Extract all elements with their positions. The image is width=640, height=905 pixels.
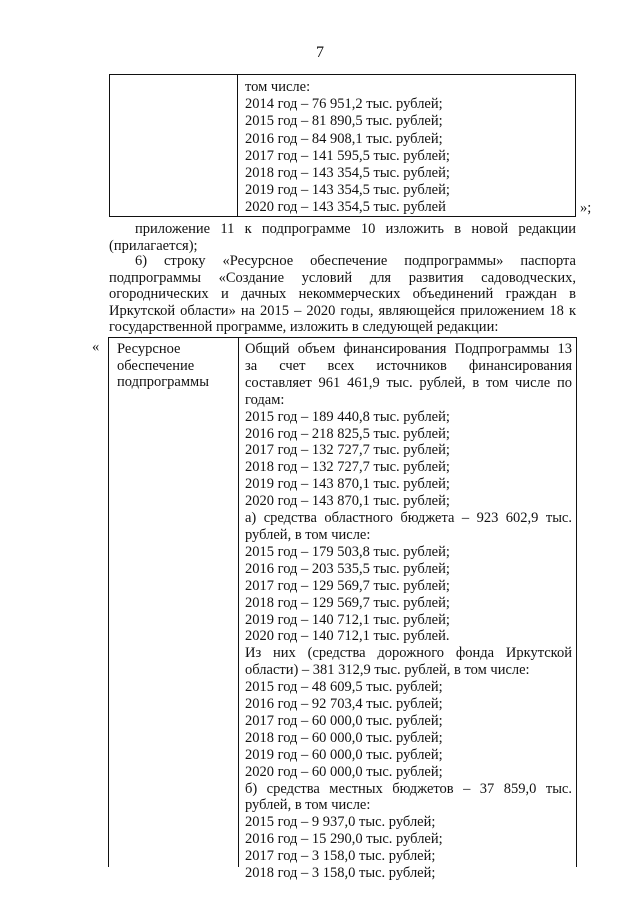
table-line: 2019 год – 143 354,5 тыс. рублей; [245,182,450,199]
table-line: 2017 год – 129 569,7 тыс. рублей; [245,577,450,594]
paragraph-appendix-11: приложение 11 к подпрограмме 10 изложить в новой редакции (прилагается); [109,221,576,254]
closing-quote: »; [580,200,592,216]
table-line: 2015 год – 189 440,8 тыс. рублей; [245,408,450,425]
table-line: области) – 381 312,9 тыс. рублей, в том числе: [245,662,530,679]
funding-by-year-cell [245,79,569,217]
table-line: 2020 год – 60 000,0 тыс. рублей; [245,763,443,780]
table-line: 2020 год – 143 354,5 тыс. рублей [245,199,446,216]
table-line: годам: [245,391,285,408]
table-line: 2018 год – 3 158,0 тыс. рублей; [245,865,436,882]
table-line: 2015 год – 179 503,8 тыс. рублей; [245,543,450,560]
table-line: 2019 год – 60 000,0 тыс. рублей; [245,746,443,763]
table-line: 2016 год – 203 535,5 тыс. рублей; [245,560,450,577]
table-line: а) средства областного бюджета – 923 602,9 тыс. [245,510,572,527]
table-line: 2017 год – 3 158,0 тыс. рублей; [245,848,436,865]
table-line: 2016 год – 218 825,5 тыс. рублей; [245,425,450,442]
table-line: 2014 год – 76 951,2 тыс. рублей; [245,96,443,113]
table-column-divider [238,338,239,867]
table-line: 2020 год – 140 712,1 тыс. рублей. [245,628,450,645]
resource-table-subprogram-13 [108,337,577,882]
table-line: 2015 год – 48 609,5 тыс. рублей; [245,679,443,696]
table-line: Из них (средства дорожного фонда Иркутской [245,645,572,662]
row-label-cell: Ресурсное обеспечение подпрограммы [117,341,209,390]
table-line: 2018 год – 143 354,5 тыс. рублей; [245,165,450,182]
table-line: 2015 год – 9 937,0 тыс. рублей; [245,814,436,831]
paragraph-item-6: 6) строку «Ресурсное обеспечение подпрограммы» паспорта подпрограммы «Создание условий для развития садоводческих, огороднических и дачных некоммерческих объединений граждан в Иркутской области» на 2015 – 2020 годы, являющейся приложением 18 к государственной программе, изложить в следующей редакции: [109,253,576,335]
table-column-divider [237,75,238,216]
table-line: 2019 год – 140 712,1 тыс. рублей; [245,611,450,628]
table-line: рублей, в том числе: [245,797,371,814]
table-line: 2017 год – 141 595,5 тыс. рублей; [245,147,450,164]
table-line: составляет 961 461,9 тыс. рублей, в том числе по [245,374,572,391]
table-line: 2016 год – 84 908,1 тыс. рублей; [245,130,443,147]
table-line: б) средства местных бюджетов – 37 859,0 тыс. [245,780,572,797]
funding-details-cell [245,341,572,882]
table-line: 2016 год – 92 703,4 тыс. рублей; [245,696,443,713]
resource-table-continuation [109,74,576,217]
page-number: 7 [316,44,324,61]
table-line: 2019 год – 143 870,1 тыс. рублей; [245,476,450,493]
table-line: 2018 год – 132 727,7 тыс. рублей; [245,459,450,476]
table-line: Общий объем финансирования Подпрограммы 13 [245,341,572,357]
table-line: рублей, в том числе: [245,526,371,543]
table-line: 2016 год – 15 290,0 тыс. рублей; [245,831,443,848]
table-line: 2015 год – 81 890,5 тыс. рублей; [245,113,443,130]
table-line: 2018 год – 129 569,7 тыс. рублей; [245,594,450,611]
table-line: 2017 год – 60 000,0 тыс. рублей; [245,712,443,729]
table-line: 2020 год – 143 870,1 тыс. рублей; [245,493,450,510]
table-line: 2018 год – 60 000,0 тыс. рублей; [245,729,443,746]
table-line: за счет всех источников финансирования [245,357,572,374]
table-line: 2017 год – 132 727,7 тыс. рублей; [245,442,450,459]
table-line: том числе: [245,79,311,95]
opening-quote: « [92,339,100,355]
